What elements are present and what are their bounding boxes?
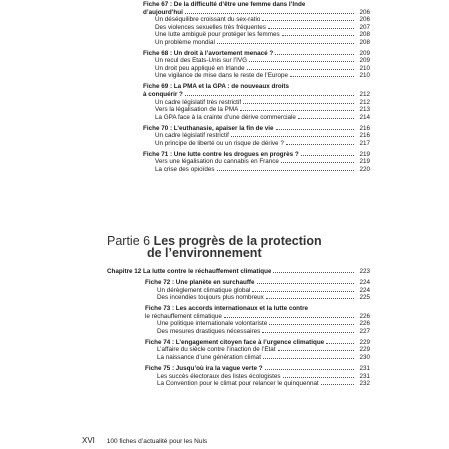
- toc-entry-sub: [107, 320, 370, 328]
- toc-entry-label: Des incendies toujours plus nombreux: [157, 294, 264, 302]
- toc-entry-sub: [143, 106, 370, 114]
- dot-leader: [185, 9, 354, 14]
- toc-entry-label: Des mesures drastiques nécessaires: [157, 327, 261, 335]
- dot-leader: [240, 106, 354, 111]
- toc-entry-label: à conquérir ?: [143, 91, 183, 99]
- toc-entry-sub: [143, 16, 370, 24]
- dot-leader: [281, 158, 354, 163]
- toc-entry-label: Un cadre législatif restrictif: [155, 132, 229, 140]
- toc-entry-sub: [143, 140, 370, 148]
- dot-leader: [262, 328, 354, 333]
- toc-entry-cont: [143, 91, 370, 99]
- toc-entry-page-number: 209: [359, 57, 370, 65]
- dot-leader: [231, 132, 354, 137]
- dot-leader: [252, 287, 354, 292]
- toc-entry-page-number: 216: [359, 124, 370, 132]
- toc-entry-label: Vers la légalisation de la PMA: [155, 106, 239, 114]
- toc-entry-label: La naissance d’une génération climat: [157, 353, 261, 361]
- toc-entry-label: Un recul des États-Unis sur l’IVG: [155, 57, 248, 65]
- toc-entry-page-number: 206: [359, 8, 370, 16]
- toc-entry-sub: [143, 132, 370, 140]
- dot-leader: [301, 151, 354, 156]
- partie-heading: [107, 235, 377, 259]
- toc-entry-page-number: 226: [359, 312, 370, 320]
- toc-entry-page-number: 230: [359, 353, 370, 361]
- toc-entry-sub: [143, 158, 370, 166]
- dot-leader: [247, 65, 354, 70]
- dot-leader: [263, 354, 354, 359]
- toc-entry-label: La GPA face à la crainte d’une dérive commerciale: [155, 113, 296, 121]
- toc-entry-label: Fiche 68 : Un droit à l’avortement menacé ?: [143, 49, 274, 57]
- toc-entry-page-number: 229: [359, 338, 370, 346]
- toc-entry-label: Un déséquilibre croissant du sex-ratio: [155, 16, 261, 24]
- dot-leader: [185, 91, 354, 96]
- toc-entry-label: Une politique internationale volontariste: [157, 320, 268, 328]
- toc-entry-page-number: 219: [359, 158, 370, 166]
- dot-leader: [249, 57, 354, 62]
- toc-entry-page-number: 216: [359, 132, 370, 140]
- toc-entry-fiche: [143, 1, 370, 9]
- dot-leader: [278, 346, 354, 351]
- toc-entry-page-number: 229: [359, 346, 370, 354]
- toc-entry-sub: [107, 294, 370, 302]
- toc-entry-page-number: 209: [359, 49, 370, 57]
- partie-number: Partie 6: [107, 234, 151, 248]
- toc-entry-label: Fiche 69 : La PMA et la GPA : de nouveaux droits: [143, 83, 290, 91]
- toc-entry-label: Un principe de liberté ou un risque de dérive ?: [155, 139, 284, 147]
- toc-entry-page-number: 212: [359, 91, 370, 99]
- dot-leader: [265, 365, 354, 370]
- toc-entry-page-number: 214: [359, 113, 370, 121]
- toc-entry-page-number: 231: [359, 365, 370, 373]
- toc-entry-fiche: [107, 305, 370, 313]
- toc-entry-label: Fiche 70 : L’euthanasie, apaiser la fin de vie: [143, 124, 274, 132]
- toc-entry-page-number: 217: [359, 139, 370, 147]
- toc-entry-label: Fiche 72 : Une planète en surchauffe: [145, 279, 255, 287]
- toc-entry-sub: [143, 39, 370, 47]
- toc-entry-page-number: 208: [359, 31, 370, 39]
- toc-entry-page-number: 223: [359, 268, 370, 275]
- toc-entry-sub: [107, 373, 370, 381]
- toc-entry-sub: [143, 114, 370, 122]
- dot-leader: [224, 313, 354, 318]
- toc-entry-fiche: [107, 279, 370, 287]
- toc-lower-section: [107, 268, 370, 388]
- toc-entry-label: Un dérèglement climatique global: [157, 286, 251, 294]
- toc-entry-fiche: [143, 151, 370, 159]
- toc-entry-page-number: 213: [359, 106, 370, 114]
- toc-entry-label: Un droit peu appliqué en Irlande: [155, 64, 245, 72]
- toc-entry-label: Des violences sexuelles très fréquentes: [155, 23, 266, 31]
- toc-entry-fiche: [143, 83, 370, 91]
- toc-entry-sub: [143, 166, 370, 174]
- dot-leader: [266, 294, 354, 299]
- toc-entry-label: Fiche 73 : Les accords internationaux et la lutte contre: [145, 305, 309, 313]
- toc-entry-fiche: [107, 339, 370, 347]
- toc-entry-fiche: [143, 50, 370, 58]
- partie-title-line1: Les progrès de la protection: [153, 234, 322, 248]
- toc-entry-page-number: 220: [359, 165, 370, 173]
- toc-entry-label: Une lutte ambiguë pour protéger les femmes: [155, 31, 280, 39]
- toc-entry-page-number: 219: [359, 150, 370, 158]
- dot-leader: [326, 339, 354, 344]
- dot-leader: [269, 320, 354, 325]
- toc-entry-label: Vers une légalisation du cannabis en France: [155, 158, 279, 166]
- dot-leader: [276, 125, 354, 130]
- book-title: 100 fiches d’actualité pour les Nuls: [106, 438, 208, 445]
- dot-leader: [217, 39, 354, 44]
- dot-leader: [257, 279, 354, 284]
- toc-entry-label: L’affaire du siècle contre l’inaction de l’État: [157, 346, 276, 354]
- dot-leader: [283, 373, 354, 378]
- toc-entry-sub: [107, 380, 370, 388]
- toc-entry-label: Un cadre législatif très restrictif: [155, 98, 242, 106]
- toc-entry-label: La crise des opioïdes: [155, 165, 215, 173]
- toc-entry-chapter: [107, 268, 370, 276]
- toc-entry-page-number: 210: [359, 72, 370, 80]
- toc-entry-page-number: 226: [359, 320, 370, 328]
- page-footer: [82, 437, 207, 446]
- toc-entry-label: Fiche 71 : Une lutte contre les drogues en progrès ?: [143, 150, 299, 158]
- toc-entry-page-number: 208: [359, 38, 370, 46]
- toc-entry-page-number: 210: [359, 64, 370, 72]
- toc-entry-page-number: 232: [359, 380, 370, 388]
- toc-entry-page-number: 225: [359, 294, 370, 302]
- dot-leader: [321, 380, 354, 385]
- toc-entry-page-number: 231: [359, 372, 370, 380]
- toc-entry-label: La Convention pour le climat pour relancer le quinquennat: [157, 380, 319, 388]
- toc-entry-label: d’aujourd’hui: [143, 8, 183, 16]
- toc-entry-sub: [107, 346, 370, 354]
- toc-entry-fiche-cont: [107, 313, 370, 321]
- toc-entry-sub: [143, 65, 370, 73]
- toc-entry-sub: [143, 72, 370, 80]
- toc-entry-sub: [107, 354, 370, 362]
- toc-entry-sub: [107, 287, 370, 295]
- toc-entry-fiche: [143, 125, 370, 133]
- toc-entry-label: le réchauffement climatique: [145, 312, 222, 320]
- toc-entry-label: Chapitre 12 La lutte contre le réchauffement climatique: [107, 268, 272, 275]
- toc-entry-sub: [143, 24, 370, 32]
- toc-entry-label: Fiche 67 : De la difficulté d’être une femme dans l’Inde: [143, 1, 306, 8]
- toc-entry-label: Une vigilance de mise dans le reste de l’Europe: [155, 72, 289, 80]
- toc-entry-page-number: 224: [359, 279, 370, 287]
- toc-upper-section: [143, 1, 370, 173]
- toc-entry-page-number: 227: [359, 327, 370, 335]
- toc-entry-page-number: 212: [359, 98, 370, 106]
- dot-leader: [217, 166, 354, 171]
- toc-entry-page-number: 207: [359, 23, 370, 31]
- page-folio: XVI: [82, 436, 95, 445]
- dot-leader: [282, 31, 354, 36]
- toc-entry-fiche: [107, 365, 370, 373]
- dot-leader: [273, 268, 354, 273]
- toc-entry-label: Fiche 74 : L’engagement citoyen face à l’urgence climatique: [145, 338, 325, 346]
- toc-entry-sub: [143, 57, 370, 65]
- dot-leader: [290, 72, 354, 77]
- dot-leader: [243, 99, 354, 104]
- dot-leader: [286, 140, 354, 145]
- toc-entry-sub: [143, 31, 370, 39]
- dot-leader: [268, 24, 354, 29]
- dot-leader: [275, 50, 354, 55]
- toc-entry-cont: [143, 9, 370, 17]
- dot-leader: [262, 16, 354, 21]
- toc-entry-label: Un problème mondial: [155, 38, 215, 46]
- toc-entry-label: Fiche 75 : Jusqu’où ira la vague verte ?: [145, 365, 263, 373]
- toc-entry-sub: [107, 328, 370, 336]
- toc-entry-sub: [143, 99, 370, 107]
- partie-title-line2: de l’environnement: [147, 246, 262, 260]
- toc-entry-page-number: 206: [359, 16, 370, 24]
- toc-entry-page-number: 224: [359, 286, 370, 294]
- toc-entry-label: Les succès électoraux des listes écologistes: [157, 372, 281, 380]
- dot-leader: [298, 114, 354, 119]
